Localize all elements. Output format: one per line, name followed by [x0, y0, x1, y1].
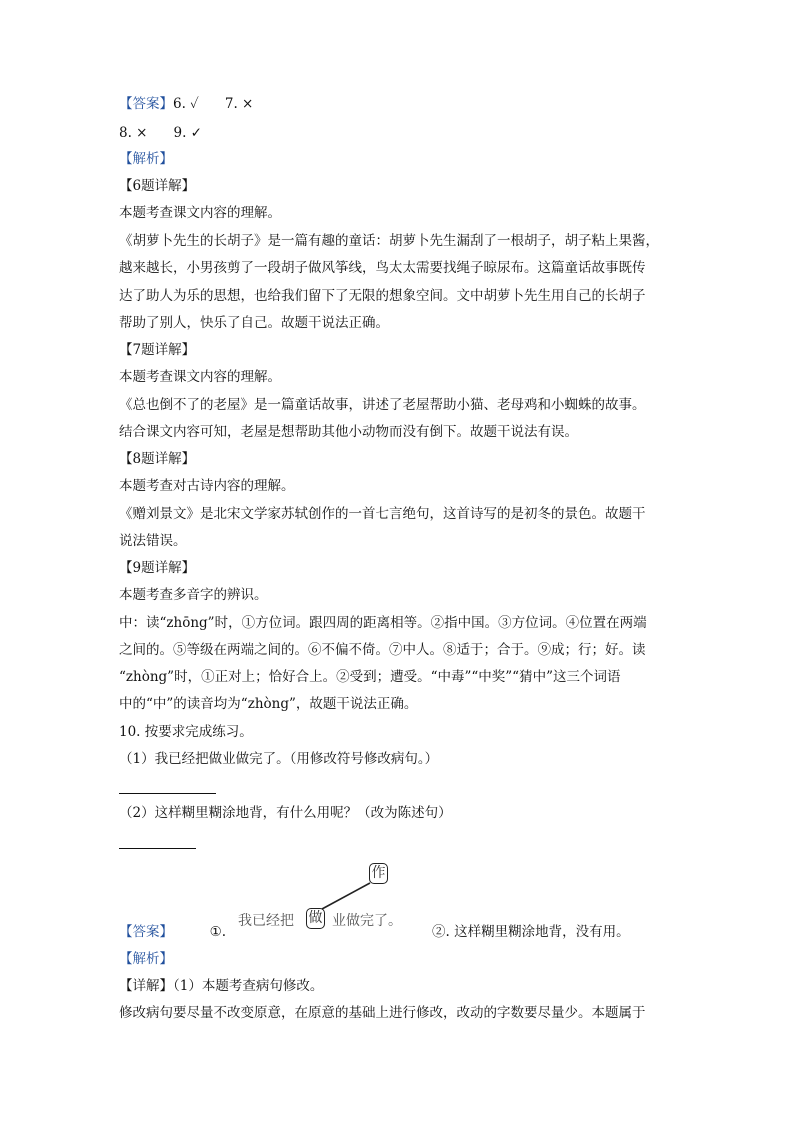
q6-heading: 【6题详解】	[119, 178, 196, 194]
wrong-char-box: 做	[306, 908, 325, 929]
paragraph-line: 说法错误。	[119, 533, 187, 549]
paragraph-line: 本题考查课文内容的理解。	[119, 205, 281, 221]
question-10-part-1: （1）我已经把做业做完了。（用修改符号修改病句。）	[119, 751, 439, 767]
q9-heading: 【9题详解】	[119, 560, 196, 576]
detail-heading: 【详解】（1）本题考查病句修改。	[119, 978, 324, 994]
correction-figure	[230, 860, 420, 932]
question-10-part-2: （2）这样糊里糊涂地背，有什么用呢？（改为陈述句）	[119, 805, 452, 821]
paragraph-line: 《总也倒不了的老屋》是一篇童话故事，讲述了老屋帮助小猫、老母鸡和小蜘蛛的故事。	[119, 397, 646, 413]
paragraph-line: 达了助人为乐的思想，也给我们留下了无限的想象空间。文中胡萝卜先生用自己的长胡子	[119, 288, 646, 304]
q7-heading: 【7题详解】	[119, 342, 196, 358]
paragraph-line: 帮助了别人，快乐了自己。故题干说法正确。	[119, 315, 389, 331]
q8-heading: 【8题详解】	[119, 451, 196, 467]
figure-sentence-after: 业做完了。	[332, 913, 402, 929]
answer-blank-line	[119, 793, 216, 794]
figure-sentence-before: 我已经把	[238, 913, 294, 929]
analysis-heading-2: 【解析】	[119, 951, 173, 967]
paragraph-line: 中的“中”的读音均为“zhòng”，故题干说法正确。	[119, 696, 418, 712]
correct-char-box: 作	[369, 863, 388, 884]
question-10: 10. 按要求完成练习。	[119, 724, 253, 740]
paragraph-line: 本题考查对古诗内容的理解。	[119, 478, 295, 494]
paragraph-line: 《胡萝卜先生的长胡子》是一篇有趣的童话：胡萝卜先生漏刮了一根胡子，胡子粘上果酱，	[119, 233, 659, 249]
answer-6-7: 【答案】6. ✓ 7. ×	[119, 96, 254, 112]
answer-10: 【答案】 ①.	[119, 924, 226, 940]
paragraph-line: 本题考查课文内容的理解。	[119, 369, 281, 385]
answer-8-9: 8. × 9. ✓	[119, 125, 202, 141]
paragraph-line: 结合课文内容可知，老屋是想帮助其他小动物而没有倒下。故题干说法有误。	[119, 424, 578, 440]
paragraph-line: 中：读“zhōng”时，①方位词。跟四周的距离相等。②指中国。③方位词。④位置在两端	[119, 615, 647, 631]
paragraph-line: 修改病句要尽量不改变原意，在原意的基础上进行修改，改动的字数要尽量少。本题属于	[119, 1005, 646, 1021]
paragraph-line: “zhòng”时，①正对上；恰好合上。②受到；遭受。“中毒”“中奖”“猜中”这三个词语	[119, 669, 621, 685]
analysis-heading: 【解析】	[119, 151, 173, 167]
paragraph-line: 之间的。⑤等级在两端之间的。⑥不偏不倚。⑦中人。⑧适于；合于。⑨成；行；好。读	[119, 642, 646, 658]
paragraph-line: 越来越长，小男孩剪了一段胡子做风筝线，鸟太太需要找绳子晾尿布。这篇童话故事既传	[119, 260, 646, 276]
paragraph-line: 本题考查多音字的辨识。	[119, 587, 268, 603]
paragraph-line: 《赠刘景文》是北宋文学家苏轼创作的一首七言绝句，这首诗写的是初冬的景色。故题干	[119, 506, 646, 522]
answer-blank-line	[119, 848, 196, 849]
answer-10-part-2: ②. 这样糊里糊涂地背，没有用。	[432, 924, 630, 940]
